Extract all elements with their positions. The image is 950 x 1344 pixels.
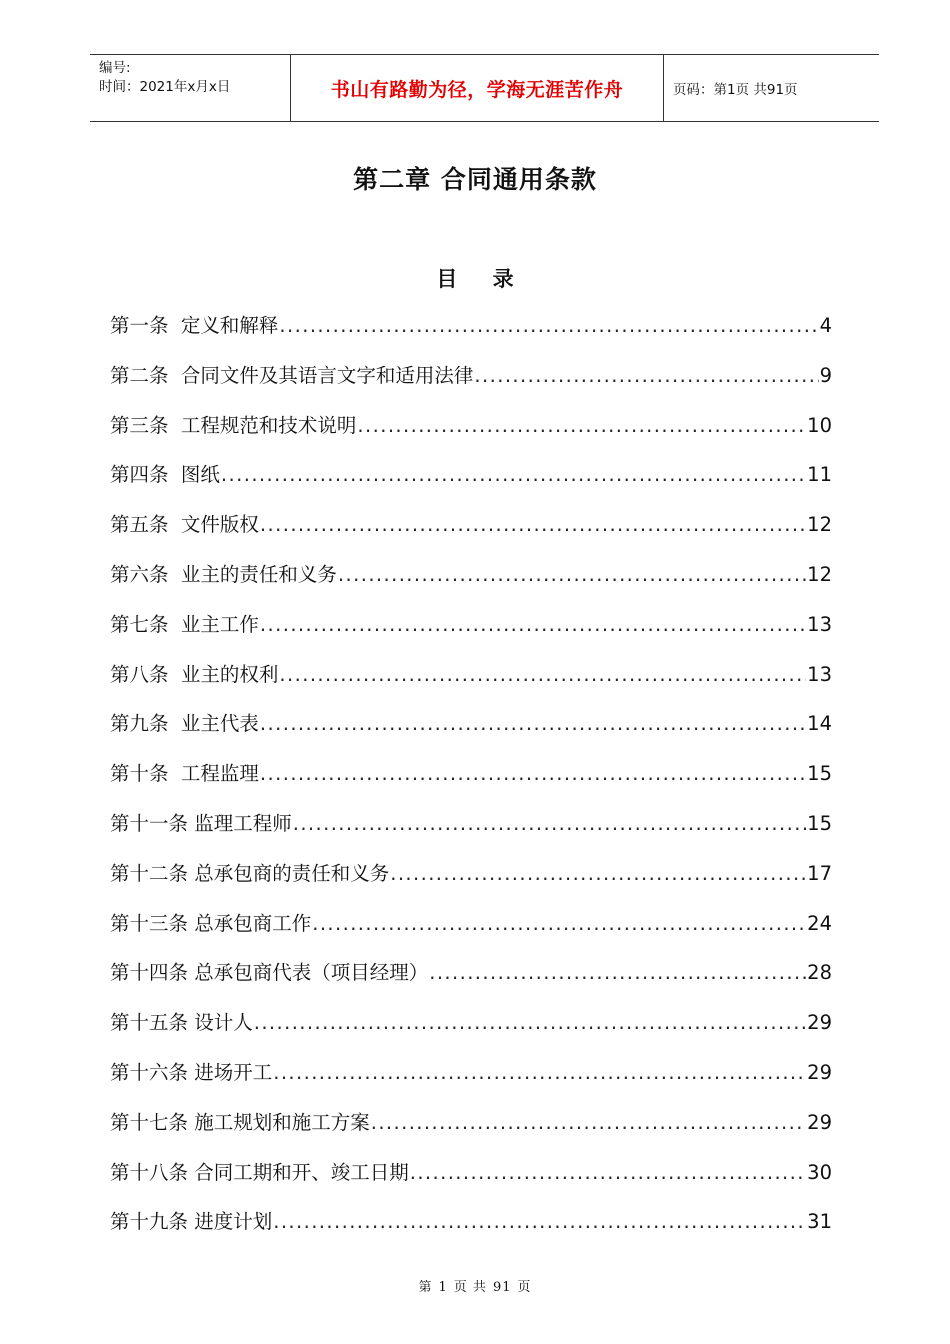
toc-entry-number: 第十七条 <box>110 1110 195 1134</box>
toc-entry-title: 定义和解释 <box>180 314 279 337</box>
toc-entry-page: 31 <box>807 1210 832 1234</box>
footer-prefix: 第 <box>418 1280 433 1295</box>
toc-entry-number: 第二条 <box>110 363 181 387</box>
toc-entry-title: 总承包商的责任和义务 <box>194 861 390 885</box>
toc-entry[interactable] <box>110 808 832 858</box>
toc-entry-number: 第十五条 <box>110 1011 195 1035</box>
toc-leader-dots <box>279 659 806 691</box>
toc-entry-title: 进度计划 <box>194 1210 273 1234</box>
toc-entry-number: 第七条 <box>110 612 181 636</box>
toc-heading: 目 录 <box>436 267 528 291</box>
toc-entry-page: 24 <box>807 911 832 935</box>
toc-leader-dots <box>273 1057 806 1089</box>
toc-entry-title: 设计人 <box>194 1011 253 1035</box>
toc-leader-dots <box>390 858 806 890</box>
toc-entry-page: 12 <box>807 562 832 586</box>
toc-leader-dots <box>371 1107 806 1139</box>
toc-entry-page: 15 <box>807 811 832 835</box>
toc-entry-title: 合同文件及其语言文字和适用法律 <box>180 363 474 387</box>
toc-entry[interactable] <box>110 908 832 958</box>
toc-entry-number: 第十条 <box>110 762 181 786</box>
toc-leader-dots <box>357 410 806 442</box>
toc-entry-page: 14 <box>807 712 832 736</box>
header-meta <box>90 55 291 121</box>
toc-entry[interactable] <box>110 559 832 609</box>
toc-leader-dots <box>260 509 806 541</box>
time-label: 时间：2021年x月x日 <box>99 79 231 95</box>
toc-entry[interactable] <box>110 509 832 559</box>
toc-entry-page: 12 <box>807 513 832 537</box>
toc-entry-page: 28 <box>807 961 832 985</box>
header-page-label: 页码：第1页 共91页 <box>673 82 798 98</box>
toc-leader-dots <box>273 1206 806 1238</box>
toc-entry[interactable] <box>110 758 832 808</box>
toc-leader-dots <box>312 908 806 940</box>
toc-entry-title: 工程规范和技术说明 <box>180 413 357 437</box>
toc-entry-title: 工程监理 <box>180 762 259 786</box>
document-header <box>90 54 879 122</box>
toc-entry-number: 第十四条 <box>110 961 195 985</box>
toc-entry-number: 第十九条 <box>110 1210 195 1234</box>
toc-entry-number: 第三条 <box>110 413 181 437</box>
toc-entry-title: 进场开工 <box>194 1060 273 1084</box>
toc-entry-page: 13 <box>807 662 832 686</box>
toc-entry-number: 第十二条 <box>110 861 195 885</box>
toc-leader-dots <box>221 459 806 491</box>
toc-entry-title: 业主代表 <box>180 712 259 736</box>
toc-leader-dots <box>254 1007 806 1039</box>
toc-entry[interactable] <box>110 858 832 908</box>
toc-entry-number: 第五条 <box>110 513 181 537</box>
toc-leader-dots <box>429 957 806 989</box>
toc-entry-title: 文件版权 <box>180 513 259 537</box>
header-motto: 书山有路勤为径，学海无涯苦作舟 <box>291 55 664 121</box>
toc-entry-page: 13 <box>807 612 832 636</box>
footer-suffix: 页 <box>517 1280 532 1295</box>
footer-middle: 页 共 <box>453 1280 487 1295</box>
toc-entry[interactable] <box>110 410 832 460</box>
toc-entry-page: 29 <box>807 1060 832 1084</box>
footer-current-page: 1 <box>438 1280 448 1295</box>
toc-entry-page: 4 <box>819 314 832 337</box>
toc-entry-title: 业主的权利 <box>180 662 279 686</box>
toc-entry-number: 第十三条 <box>110 911 195 935</box>
toc-entry-title: 总承包商代表（项目经理） <box>194 961 429 985</box>
toc-entry-title: 施工规划和施工方案 <box>194 1110 370 1134</box>
toc-entry-number: 第八条 <box>110 662 181 686</box>
toc-leader-dots <box>410 1157 806 1189</box>
toc-entry-title: 合同工期和开、竣工日期 <box>194 1160 409 1184</box>
chapter-title: 第二章 合同通用条款 <box>353 165 597 194</box>
serial-label: 编号: <box>99 60 131 76</box>
toc-entry[interactable] <box>110 1057 832 1107</box>
toc-entry[interactable] <box>110 957 832 1007</box>
toc-entry-page: 30 <box>807 1160 832 1184</box>
toc-entry[interactable] <box>110 708 832 758</box>
toc-entry-number: 第十一条 <box>110 811 195 835</box>
toc-entry-number: 第十六条 <box>110 1060 195 1084</box>
toc-entry-title: 业主的责任和义务 <box>180 562 337 586</box>
toc-entry[interactable] <box>110 1107 832 1157</box>
toc-leader-dots <box>279 310 818 342</box>
toc-entry-page: 11 <box>807 463 832 487</box>
toc-leader-dots <box>293 808 806 840</box>
toc-entry-number: 第九条 <box>110 712 181 736</box>
toc-entry[interactable] <box>110 360 832 410</box>
toc-leader-dots <box>338 559 806 591</box>
footer-total-pages: 91 <box>492 1280 512 1295</box>
toc-entry-title: 业主工作 <box>180 612 259 636</box>
toc-entry-page: 29 <box>807 1011 832 1035</box>
toc-entry-number: 第一条 <box>110 314 181 337</box>
toc-leader-dots <box>474 360 818 392</box>
toc-entry[interactable] <box>110 1157 832 1207</box>
toc-entry-title: 总承包商工作 <box>194 911 312 935</box>
toc-entry[interactable] <box>110 659 832 709</box>
toc-leader-dots <box>260 758 806 790</box>
toc-entry-number: 第六条 <box>110 562 181 586</box>
toc-entry[interactable] <box>110 459 832 509</box>
toc-entry-page: 9 <box>819 363 832 387</box>
toc-entry-page: 17 <box>807 861 832 885</box>
toc-entry[interactable] <box>110 1007 832 1057</box>
toc-leader-dots <box>260 609 806 641</box>
toc-entry-title: 图纸 <box>180 463 220 487</box>
toc-entry-page: 10 <box>807 413 832 437</box>
toc-entry-number: 第十八条 <box>110 1160 195 1184</box>
toc-entry-number: 第四条 <box>110 463 181 487</box>
toc-entry[interactable] <box>110 609 832 659</box>
toc-entry-page: 15 <box>807 762 832 786</box>
toc-entry-page: 29 <box>807 1110 832 1134</box>
toc-leader-dots <box>260 708 806 740</box>
toc-entry-title: 监理工程师 <box>194 811 292 835</box>
page-footer <box>0 1276 950 1295</box>
toc-entry[interactable] <box>110 1206 832 1256</box>
toc-entry[interactable] <box>110 310 832 360</box>
table-of-contents <box>110 310 832 1256</box>
